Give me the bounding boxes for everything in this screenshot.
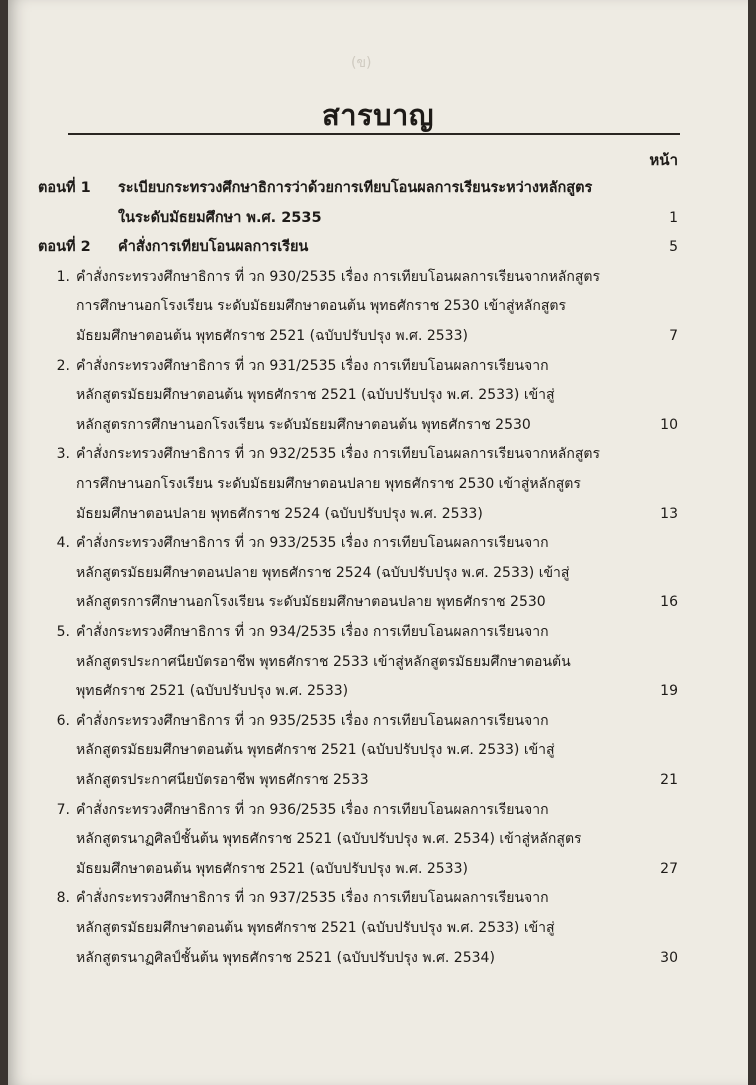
entry-text: หลักสูตรมัธยมศึกษาตอนปลาย พุทธศักราช 2524 (ฉบับปรับปรุง พ.ศ. 2533) เข้าสู่ xyxy=(76,564,570,581)
entry-text: คำสั่งกระทรวงศึกษาธิการ ที่ วก 933/2535 เรื่อง การเทียบโอนผลการเรียนจาก xyxy=(76,535,549,552)
entry-text: คำสั่งกระทรวงศึกษาธิการ ที่ วก 931/2535 เรื่อง การเทียบโอนผลการเรียนจาก xyxy=(76,357,549,374)
page-ref: 16 xyxy=(660,594,678,611)
entry-text: การศึกษานอกโรงเรียน ระดับมัธยมศึกษาตอนปลาย พุทธศักราช 2530 เข้าสู่หลักสูตร xyxy=(76,476,581,492)
entry-text: ในระดับมัธยมศึกษา พ.ศ. 2535 xyxy=(118,209,322,226)
section-line xyxy=(8,206,748,230)
entry-text: หลักสูตรมัธยมศึกษาตอนต้น พุทธศักราช 2521 (ฉบับปรับปรุง พ.ศ. 2533) เข้าสู่ xyxy=(76,387,555,404)
toc-entry-line xyxy=(8,383,748,407)
toc-entry-line xyxy=(8,679,748,703)
entry-text: หลักสูตรมัธยมศึกษาตอนต้น พุทธศักราช 2521 (ฉบับปรับปรุง พ.ศ. 2533) เข้าสู่ xyxy=(76,742,555,759)
section-label: ตอนที่ 1 xyxy=(38,180,91,196)
toc-entry-line xyxy=(8,620,748,644)
entry-text: คำสั่งกระทรวงศึกษาธิการ ที่ วก 935/2535 เรื่อง การเทียบโอนผลการเรียนจาก xyxy=(76,712,549,729)
entry-number: 3. xyxy=(56,446,70,463)
toc-entry-line xyxy=(8,709,748,733)
page-number: (ข) xyxy=(351,55,372,71)
entry-text: คำสั่งกระทรวงศึกษาธิการ ที่ วก 936/2535 เรื่อง การเทียบโอนผลการเรียนจาก xyxy=(76,801,549,818)
entry-number: 2. xyxy=(56,357,70,374)
toc-entry-line xyxy=(8,798,748,822)
toc-entry-line xyxy=(8,561,748,585)
entry-text: หลักสูตรนาฏศิลป์ชั้นต้น พุทธศักราช 2521 (ฉบับปรับปรุง พ.ศ. 2534) xyxy=(76,949,495,966)
entry-text: หลักสูตรการศึกษานอกโรงเรียน ระดับมัธยมศึกษาตอนต้น พุทธศักราช 2530 xyxy=(76,416,531,433)
toc-entry-line xyxy=(8,324,748,348)
entry-text: หลักสูตรนาฏศิลป์ชั้นต้น พุทธศักราช 2521 (ฉบับปรับปรุง พ.ศ. 2534) เข้าสู่หลักสูตร xyxy=(76,831,582,848)
toc-entry-line xyxy=(8,294,748,318)
page-ref: 10 xyxy=(660,416,678,433)
entry-text: หลักสูตรประกาศนียบัตรอาชีพ พุทธศักราช 2533 xyxy=(76,772,369,788)
page-ref: 5 xyxy=(669,239,678,256)
page-ref: 27 xyxy=(660,860,678,877)
entry-number: 1. xyxy=(56,268,70,285)
entry-text: หลักสูตรการศึกษานอกโรงเรียน ระดับมัธยมศึกษาตอนปลาย พุทธศักราช 2530 xyxy=(76,594,546,611)
page-ref: 21 xyxy=(660,772,678,788)
entry-text: มัธยมศึกษาตอนต้น พุทธศักราช 2521 (ฉบับปรับปรุง พ.ศ. 2533) xyxy=(76,328,468,344)
toc-entry-line xyxy=(8,738,748,762)
page-title: สารบาญ xyxy=(322,98,434,132)
entry-text: การศึกษานอกโรงเรียน ระดับมัธยมศึกษาตอนต้น พุทธศักราช 2530 เข้าสู่หลักสูตร xyxy=(76,298,567,315)
toc-entry-line xyxy=(8,650,748,674)
toc-entry-line xyxy=(8,916,748,940)
toc-entry-line xyxy=(8,265,748,289)
document-page xyxy=(8,0,748,1085)
entry-number: 4. xyxy=(56,535,70,552)
page-column-label: หน้า xyxy=(649,151,678,169)
entry-text: คำสั่งกระทรวงศึกษาธิการ ที่ วก 934/2535 เรื่อง การเทียบโอนผลการเรียนจาก xyxy=(76,624,549,640)
entry-number: 7. xyxy=(56,801,70,818)
entry-number: 8. xyxy=(56,890,70,907)
section-line xyxy=(8,235,748,259)
toc-entry-line xyxy=(8,827,748,851)
toc-entry-line xyxy=(8,472,748,496)
section-label: ตอนที่ 2 xyxy=(38,239,91,256)
entry-text: มัธยมศึกษาตอนปลาย พุทธศักราช 2524 (ฉบับปรับปรุง พ.ศ. 2533) xyxy=(76,505,483,522)
page-ref: 1 xyxy=(669,209,678,226)
toc-entry-line xyxy=(8,946,748,970)
entry-text: ระเบียบกระทรวงศึกษาธิการว่าด้วยการเทียบโอนผลการเรียนระหว่างหลักสูตร xyxy=(118,180,593,196)
entry-number: 6. xyxy=(56,712,70,729)
page-ref: 30 xyxy=(660,949,678,966)
entry-text: คำสั่งกระทรวงศึกษาธิการ ที่ วก 932/2535 เรื่อง การเทียบโอนผลการเรียนจากหลักสูตร xyxy=(76,446,601,463)
toc-entry-line xyxy=(8,857,748,881)
toc-entry-line xyxy=(8,531,748,555)
entry-text: พุทธศักราช 2521 (ฉบับปรับปรุง พ.ศ. 2533) xyxy=(76,683,349,700)
entry-text: มัธยมศึกษาตอนต้น พุทธศักราช 2521 (ฉบับปรับปรุง พ.ศ. 2533) xyxy=(76,860,468,877)
toc-entry-line xyxy=(8,768,748,792)
title-rule xyxy=(68,133,680,135)
page-ref: 19 xyxy=(660,683,678,700)
entry-text: คำสั่งกระทรวงศึกษาธิการ ที่ วก 937/2535 เรื่อง การเทียบโอนผลการเรียนจาก xyxy=(76,890,549,907)
entry-text: หลักสูตรมัธยมศึกษาตอนต้น พุทธศักราช 2521 (ฉบับปรับปรุง พ.ศ. 2533) เข้าสู่ xyxy=(76,920,555,936)
toc-entry-line xyxy=(8,354,748,378)
toc-entry-line xyxy=(8,886,748,910)
toc-entry-line xyxy=(8,442,748,466)
entry-number: 5. xyxy=(56,624,70,640)
toc-entry-line xyxy=(8,413,748,437)
entry-text: หลักสูตรประกาศนียบัตรอาชีพ พุทธศักราช 2533 เข้าสู่หลักสูตรมัธยมศึกษาตอนต้น xyxy=(76,653,571,670)
section-line xyxy=(8,176,748,200)
toc-entry-line xyxy=(8,590,748,614)
page-ref: 13 xyxy=(660,505,678,522)
page-ref: 7 xyxy=(669,328,678,344)
toc-entry-line xyxy=(8,502,748,526)
entry-text: คำสั่งกระทรวงศึกษาธิการ ที่ วก 930/2535 เรื่อง การเทียบโอนผลการเรียนจากหลักสูตร xyxy=(76,268,601,285)
entry-text: คำสั่งการเทียบโอนผลการเรียน xyxy=(118,239,309,256)
